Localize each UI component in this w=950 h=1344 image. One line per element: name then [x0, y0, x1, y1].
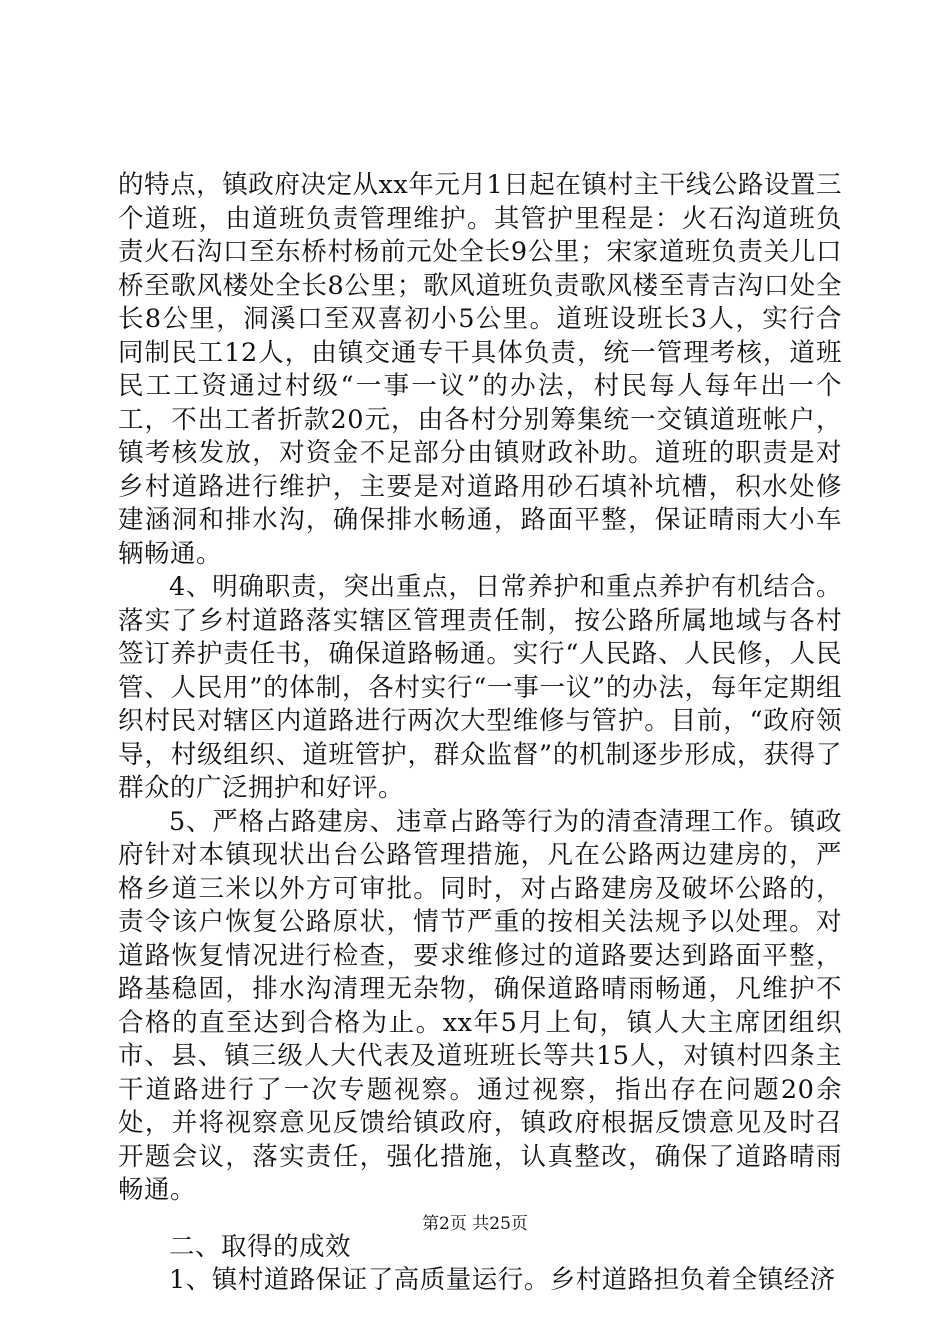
paragraph-results-1: 1、镇村道路保证了高质量运行。乡村道路担负着全镇经济 — [169, 1265, 836, 1295]
paragraph-item-5: 5、严格占路建房、违章占路等行为的清查清理工作。镇政府针对本镇现状出台公路管理措施，凡在公路两边建房的，严格乡道三米以外方可审批。同时，对占路建房及破坏公路的，责令该户恢复公路原状，情节严重的按相关法规予以处理。对道路恢复情况进行检查，要求维修过的道路要达到路面平整，路基稳固，排水沟清理无杂物，确保道路晴雨畅通，凡维护不合格的直至达到合格为止。xx年5月上旬，镇人大主席团组织市、县、镇三级人大代表及道班班长等共15人，对镇村四条主干道路进行了一次专题视察。通过视察，指出存在问题20余处，并将视察意见反馈给镇政府，镇政府根据反馈意见及时召开题会议，落实责任，强化措施，认真整改，确保了道路晴雨畅通。 — [118, 806, 842, 1205]
paragraph-item-4: 4、明确职责，突出重点，日常养护和重点养护有机结合。落实了乡村道路落实辖区管理责任制，按公路所属地域与各村签订养护责任书，确保道路畅通。实行“人民路、人民修，人民管、人民用”的体制，各村实行“一事一议”的办法，每年定期组织村民对辖区内道路进行两次大型维修与管护。目前，“政府领导，村级组织、道班管护，群众监督”的机制逐步形成，获得了群众的广泛拥护和好评。 — [118, 572, 842, 803]
section-heading: 二、取得的成效 — [169, 1231, 352, 1262]
paragraph-road-crews: 的特点，镇政府决定从xx年元月1日起在镇村主干线公路设置三个道班，由道班负责管理维护。其管护里程是：火石沟道班负责火石沟口至东桥村杨前元处全长9公里；宋家道班负责关儿口桥至歌风楼处全长8公里；歌风道班负责歌风楼至青吉沟口处全长8公里，洞溪口至双喜初小5公里。道班设班长3人，实行合同制民工12人，由镇交通专干具体负责，统一管理考核，道班民工工资通过村级“一事一议”的办法，村民每人每年出一个工，不出工者折款20元，由各村分别筹集统一交镇道班帐户，镇考核发放，对资金不足部分由镇财政补助。道班的职责是对乡村道路进行维护，主要是对道路用砂石填补坑槽，积水处修建涵洞和排水沟，确保排水畅通，路面平整，保证晴雨大小车辆畅通。 — [118, 170, 842, 569]
document-body — [118, 169, 842, 1298]
page-number-footer: 第2页 共25页 — [422, 1214, 528, 1234]
